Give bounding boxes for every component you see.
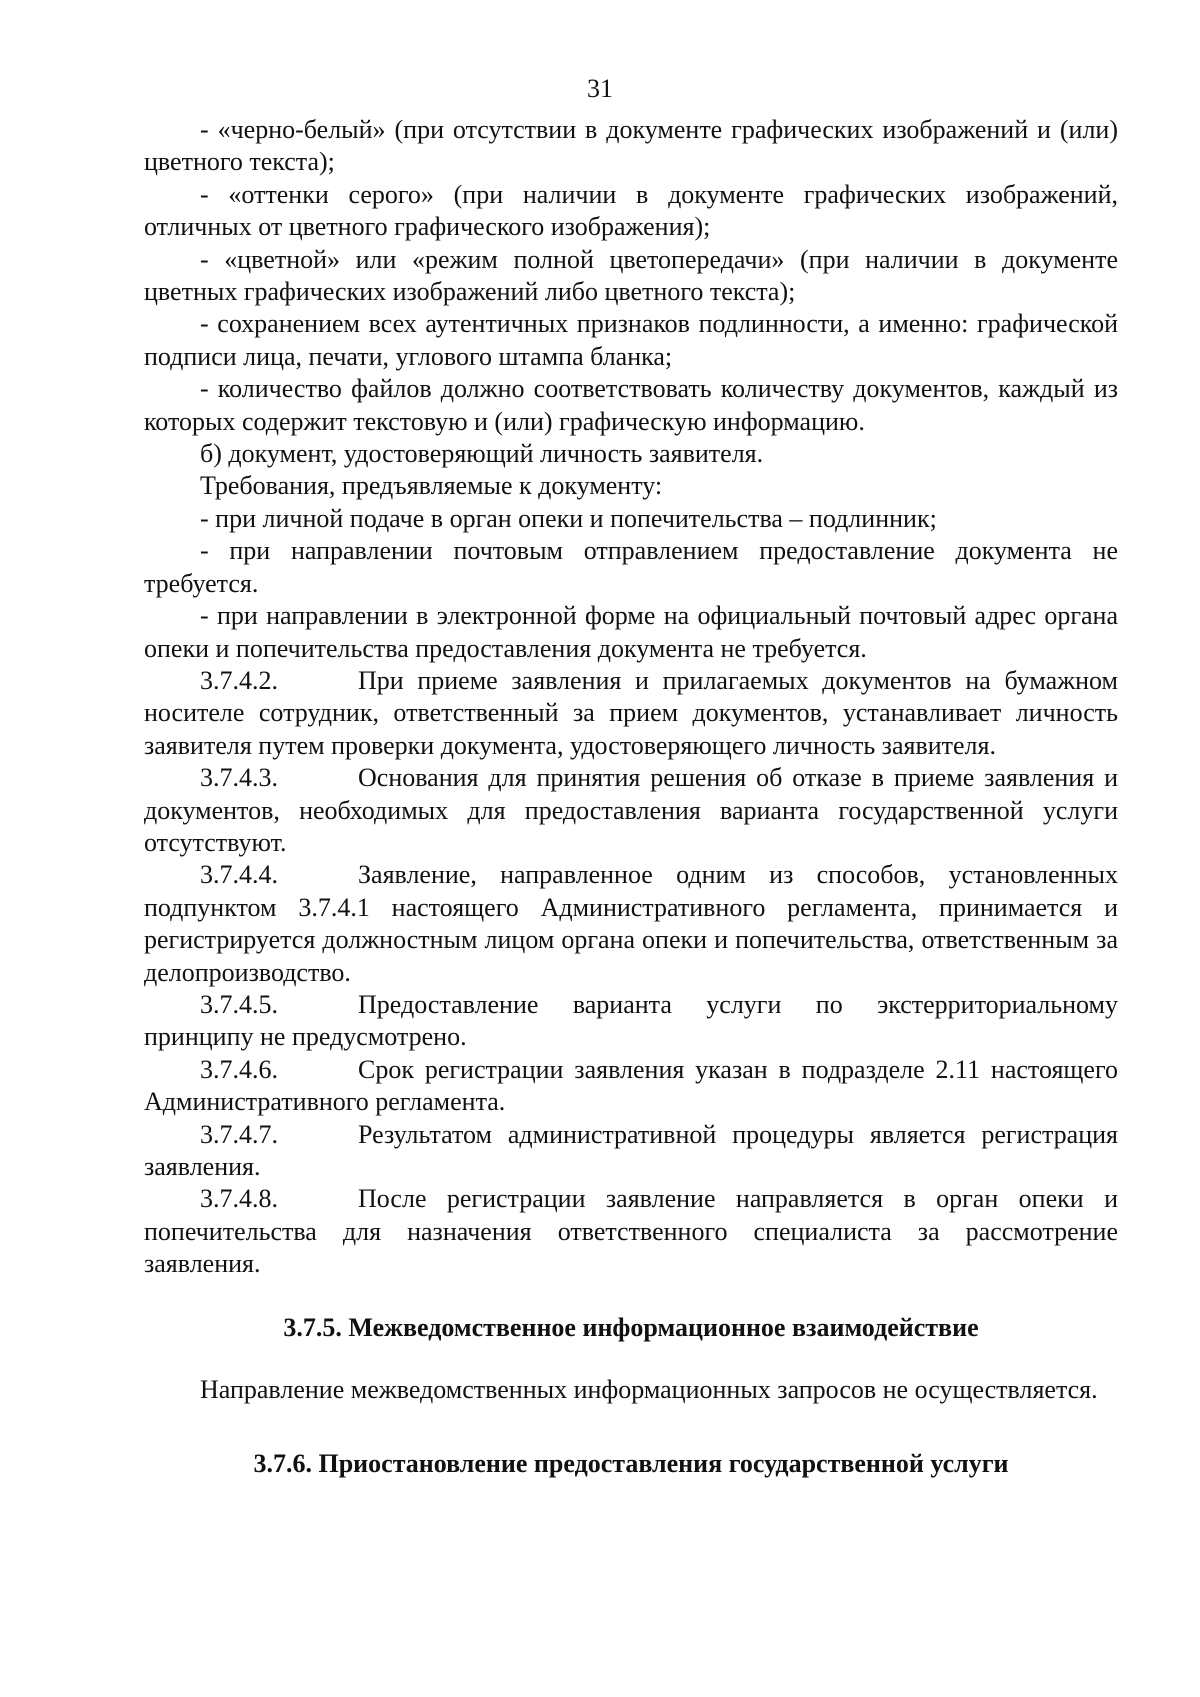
clause-text: Основания для принятия решения об отказе в приеме заявления и документов, необходимых для предоставления варианта государственной услуги отсутствуют. — [144, 763, 1118, 857]
clause-3-7-4-2 — [144, 665, 1118, 762]
clause-3-7-4-6 — [144, 1054, 1118, 1119]
clause-text: Предоставление варианта услуги по экстерриториальному принципу не предусмотрено. — [144, 989, 1118, 1052]
clause-text: Заявление, направленное одним из способов, установленных подпунктом 3.7.4.1 настоящего Административного регламента, принимается и регистрируется должностным лицом органа опеки и попечительства, ответственным за делопроизводство. — [144, 860, 1118, 987]
paragraph-no-interagency-requests: Направление межведомственных информационных запросов не осуществляется. — [200, 1375, 1098, 1405]
section-heading-3-7-6: 3.7.6. Приостановление предоставления государственной услуги — [253, 1449, 1009, 1479]
paragraph-postal: - при направлении почтовым отправлением предоставление документа не требуется. — [144, 536, 1118, 598]
clause-number: 3.7.4.6. — [200, 1054, 278, 1084]
clause-number: 3.7.4.4. — [200, 860, 278, 890]
clause-number: 3.7.4.5. — [200, 989, 278, 1019]
clause-3-7-4-3 — [144, 762, 1118, 859]
clause-text: Срок регистрации заявления указан в подразделе 2.11 настоящего Административного регламента. — [144, 1054, 1118, 1117]
paragraph-electronic: - при направлении в электронной форме на официальный почтовый адрес органа опеки и попечительства предоставления документа не требуется. — [144, 601, 1118, 663]
paragraph-black-white-mode: - «черно-белый» (при отсутствии в документе графических изображений и (или) цветного текста); — [144, 115, 1118, 177]
clause-text: Результатом административной процедуры является регистрация заявления. — [144, 1119, 1118, 1181]
paragraph-requirements-intro: Требования, предъявляемые к документу: — [200, 471, 663, 501]
clause-text: После регистрации заявление направляется в орган опеки и попечительства для назначения ответственного специалиста за рассмотрение заявления. — [144, 1184, 1118, 1279]
paragraph-grayscale-mode: - «оттенки серого» (при наличии в документе графических изображений, отличных от цветного графического изображения); — [144, 179, 1118, 242]
paragraph-color-mode: - «цветной» или «режим полной цветопередачи» (при наличии в документе цветных графических изображений либо цветного текста); — [144, 244, 1118, 307]
clause-3-7-4-5 — [144, 989, 1118, 1054]
clause-text: При приеме заявления и прилагаемых документов на бумажном носителе сотрудник, ответственный за прием документов, устанавливает личность заявителя путем проверки документа, удостоверяющего личность заявителя. — [144, 665, 1118, 760]
page-number: 31 — [587, 74, 613, 103]
section-heading-3-7-5: 3.7.5. Межведомственное информационное взаимодействие — [283, 1312, 979, 1342]
clause-number: 3.7.4.2. — [200, 665, 278, 695]
clause-3-7-4-4 — [144, 859, 1118, 989]
paragraph-authenticity: - сохранением всех аутентичных признаков подлинности, а именно: графической подписи лица, печати, углового штампа бланка; — [144, 309, 1118, 371]
clause-number: 3.7.4.8. — [200, 1184, 278, 1214]
paragraph-identity-document: б) документ, удостоверяющий личность заявителя. — [200, 439, 764, 469]
page-content — [144, 114, 1118, 1481]
clause-number: 3.7.4.3. — [200, 763, 278, 793]
clause-3-7-4-7 — [144, 1119, 1118, 1184]
paragraph-file-count: - количество файлов должно соответствовать количеству документов, каждый из которых содержит текстовую и (или) графическую информацию. — [144, 374, 1118, 436]
clause-number: 3.7.4.7. — [200, 1119, 278, 1149]
clause-3-7-4-8 — [144, 1183, 1118, 1280]
paragraph-in-person: - при личной подаче в орган опеки и попечительства – подлинник; — [200, 503, 937, 533]
